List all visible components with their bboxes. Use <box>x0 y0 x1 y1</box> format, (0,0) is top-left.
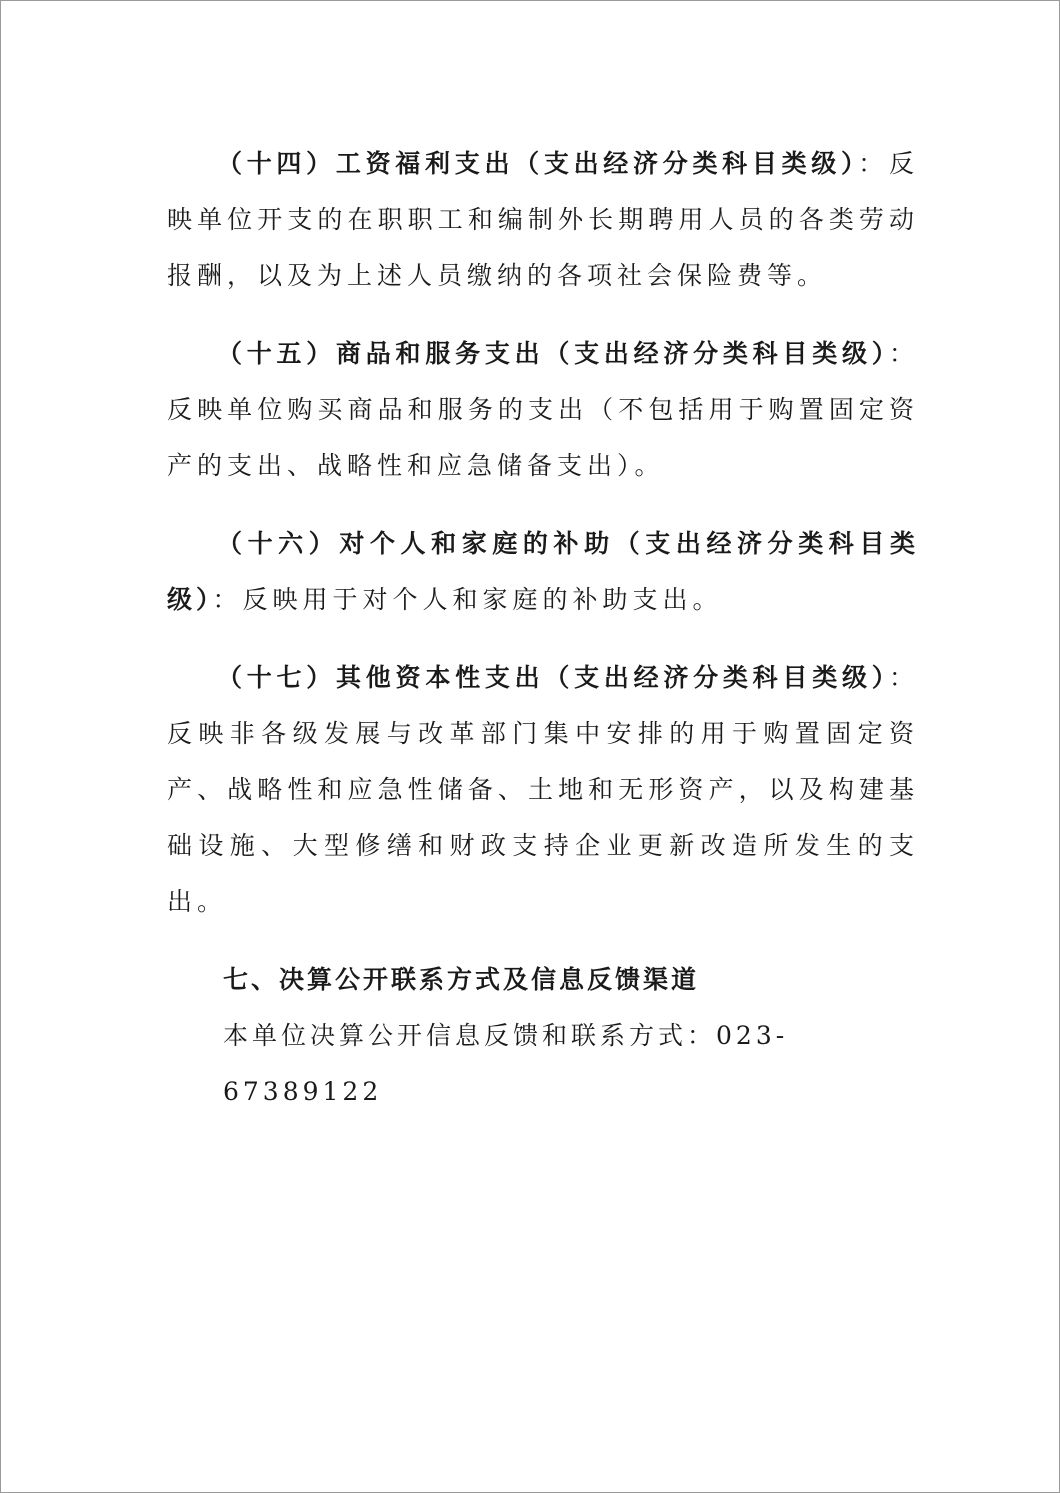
item-colon: ： <box>888 339 919 368</box>
paragraph-item-15 <box>167 326 919 494</box>
section-heading: 七、决算公开联系方式及信息反馈渠道 <box>223 965 700 994</box>
item-label: （十四）工资福利支出（支出经济分类科目类级） <box>217 149 859 178</box>
item-colon: ： <box>858 149 889 178</box>
item-label: （十五）商品和服务支出（支出经济分类科目类级） <box>217 339 889 368</box>
item-label: （十七）其他资本性支出（支出经济分类科目类级） <box>217 663 889 692</box>
document-body <box>167 136 919 1120</box>
item-label: （十六）对个人和家庭的补助（支出经济分类科目类级） <box>167 529 919 614</box>
item-colon: ： <box>212 585 243 614</box>
item-text: 反映非各级发展与改革部门集中安排的用于购置固定资产、战略性和应急性储备、土地和无形资产，以及构建基础设施、大型修缮和财政支持企业更新改造所发生的支出。 <box>167 719 919 916</box>
item-colon: ： <box>888 663 919 692</box>
contact-info: 本单位决算公开信息反馈和联系方式：023-67389122 <box>223 1021 789 1106</box>
item-text: 反映单位购买商品和服务的支出（不包括用于购置固定资产的支出、战略性和应急储备支出）。 <box>167 395 919 480</box>
paragraph-item-17 <box>167 650 919 930</box>
paragraph-item-16 <box>167 516 919 628</box>
item-text: 反映单位开支的在职职工和编制外长期聘用人员的各类劳动报酬，以及为上述人员缴纳的各项社会保险费等。 <box>167 149 919 290</box>
paragraph-item-14 <box>167 136 919 304</box>
item-text: 反映用于对个人和家庭的补助支出。 <box>242 585 723 614</box>
